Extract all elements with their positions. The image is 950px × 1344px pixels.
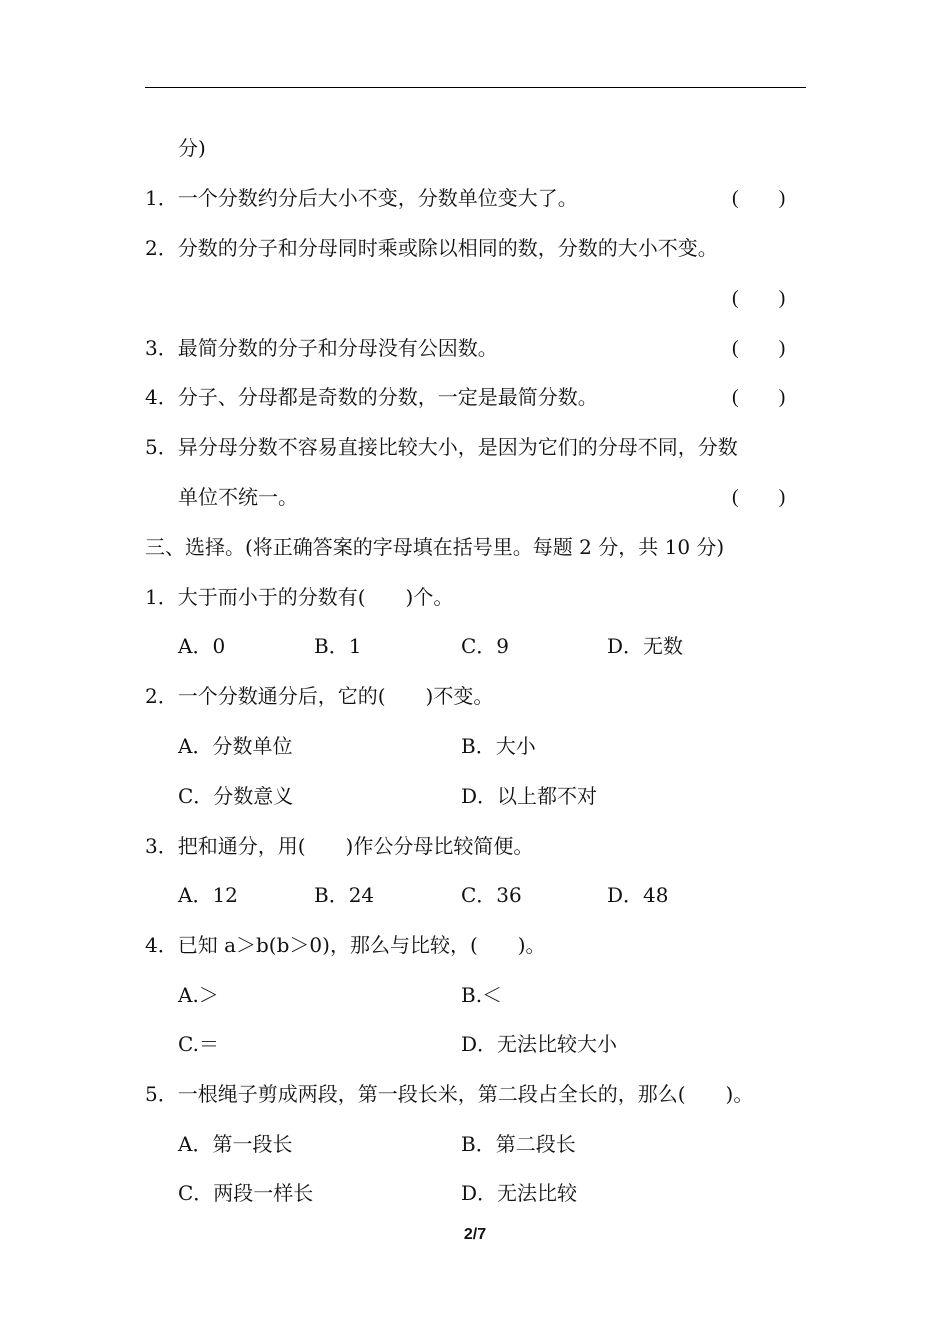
choice-stem-2: 2．一个分数通分后，它的( )不变。 xyxy=(145,684,494,708)
choice-1-option-a[interactable]: A．0 xyxy=(178,634,226,658)
judge-item-5-cont: 单位不统一。 xyxy=(178,485,298,509)
choice-1-option-d[interactable]: D．无数 xyxy=(607,634,684,658)
answer-bracket-2[interactable]: ( ) xyxy=(732,287,786,309)
choice-stem-1: 1．大于而小于的分数有( )个。 xyxy=(145,585,454,609)
choice-stem-4: 4．已知 a＞b(b＞0)，那么与比较，( )。 xyxy=(145,933,546,957)
choice-stem-3: 3．把和通分，用( )作公分母比较简便。 xyxy=(145,834,534,858)
section-title-choice: 三、选择。(将正确答案的字母填在括号里。每题 2 分，共 10 分) xyxy=(145,535,725,559)
choice-3-option-b[interactable]: B．24 xyxy=(314,883,375,907)
answer-bracket-1[interactable]: ( ) xyxy=(732,187,786,209)
section-continuation: 分) xyxy=(178,136,206,160)
choice-2-option-b[interactable]: B．大小 xyxy=(461,734,536,758)
answer-bracket-4[interactable]: ( ) xyxy=(732,386,786,408)
answer-bracket-5[interactable]: ( ) xyxy=(732,486,786,508)
choice-4-option-b[interactable]: B.＜ xyxy=(461,983,503,1007)
judge-item-4: 4．分子、分母都是奇数的分数，一定是最简分数。 xyxy=(145,385,598,409)
choice-5-option-a[interactable]: A．第一段长 xyxy=(178,1132,293,1156)
choice-5-option-b[interactable]: B．第二段长 xyxy=(461,1132,576,1156)
choice-4-option-d[interactable]: D．无法比较大小 xyxy=(461,1032,618,1056)
judge-item-2: 2．分数的分子和分母同时乘或除以相同的数，分数的大小不变。 xyxy=(145,236,718,260)
judge-item-1: 1．一个分数约分后大小不变，分数单位变大了。 xyxy=(145,186,578,210)
choice-1-option-b[interactable]: B．1 xyxy=(314,634,362,658)
choice-3-option-a[interactable]: A．12 xyxy=(178,883,238,907)
choice-1-option-c[interactable]: C．9 xyxy=(461,634,510,658)
choice-2-option-c[interactable]: C．分数意义 xyxy=(178,784,294,808)
choice-5-option-d[interactable]: D．无法比较 xyxy=(461,1181,578,1205)
choice-5-option-c[interactable]: C．两段一样长 xyxy=(178,1181,314,1205)
choice-4-option-c[interactable]: C.＝ xyxy=(178,1032,219,1056)
header-rule xyxy=(145,87,806,88)
choice-2-option-a[interactable]: A．分数单位 xyxy=(178,734,293,758)
choice-stem-5: 5．一根绳子剪成两段，第一段长米，第二段占全长的，那么( )。 xyxy=(145,1082,754,1106)
choice-3-option-d[interactable]: D．48 xyxy=(607,883,669,907)
choice-4-option-a[interactable]: A.＞ xyxy=(178,983,219,1007)
choice-3-option-c[interactable]: C．36 xyxy=(461,883,522,907)
answer-bracket-3[interactable]: ( ) xyxy=(732,337,786,359)
page-number: 2/7 xyxy=(463,1226,487,1243)
choice-2-option-d[interactable]: D．以上都不对 xyxy=(461,784,598,808)
judge-item-5: 5．异分母分数不容易直接比较大小，是因为它们的分母不同，分数 xyxy=(145,435,738,459)
judge-item-3: 3．最简分数的分子和分母没有公因数。 xyxy=(145,336,498,360)
